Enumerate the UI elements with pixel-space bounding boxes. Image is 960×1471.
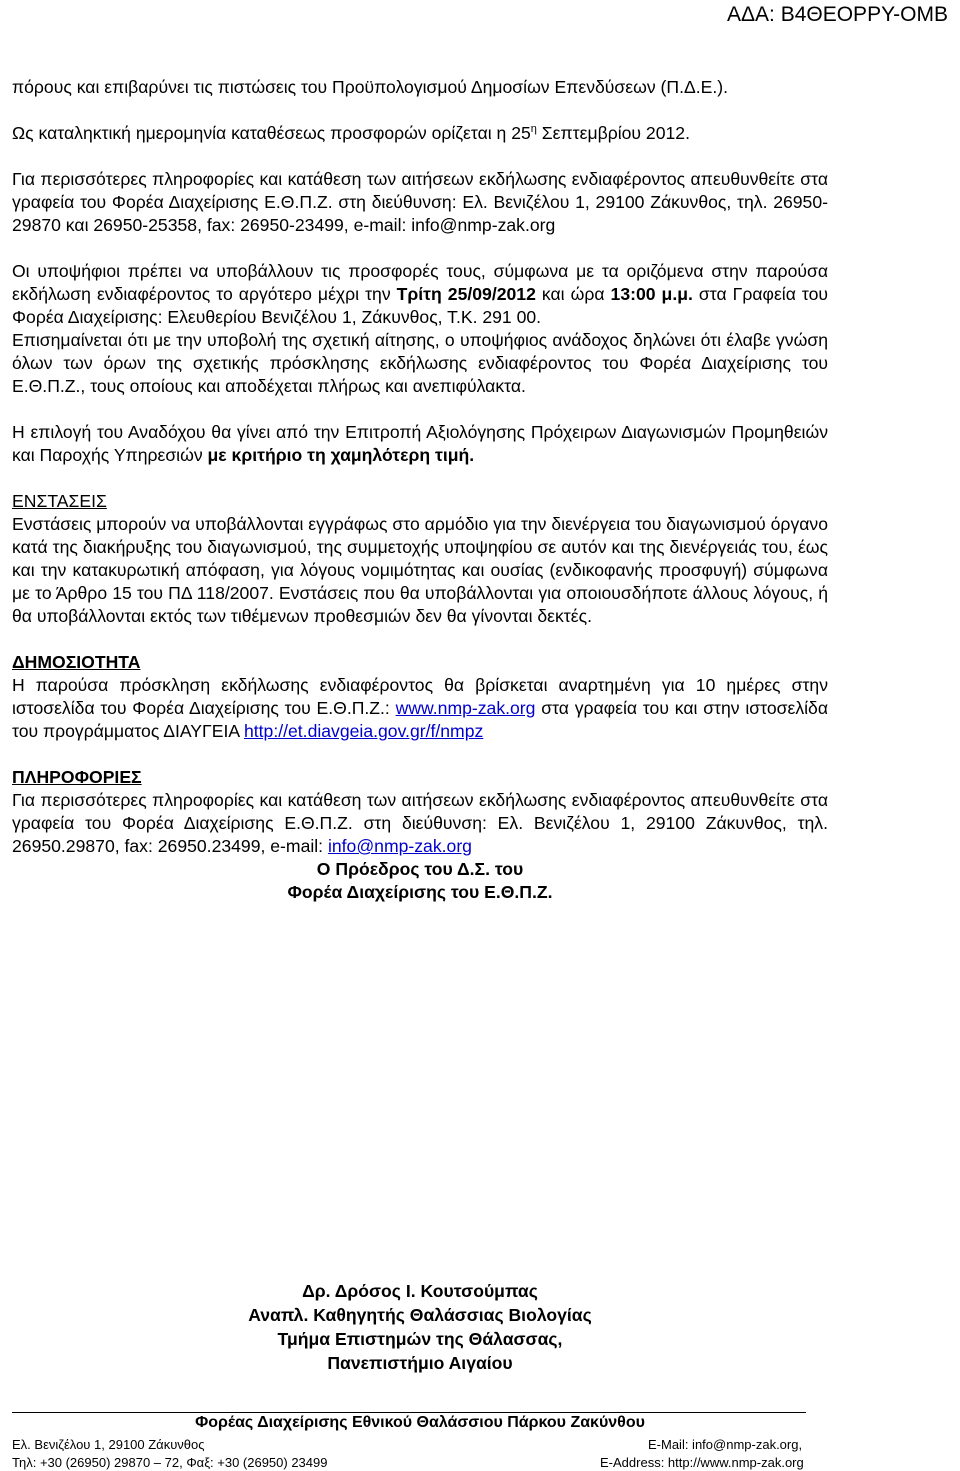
- diavgeia-link[interactable]: http://et.diavgeia.gov.gr/f/nmpz: [244, 721, 484, 741]
- email-link[interactable]: info@nmp-zak.org: [327, 836, 472, 856]
- signature-university: Πανεπιστήμιο Αιγαίου: [327, 1353, 513, 1373]
- deadline-tail: Σεπτεμβρίου 2012.: [536, 123, 690, 143]
- signature-block: [12, 1279, 828, 1375]
- publicity-text-1: Η παρούσα πρόσκληση εκδήλωσης ενδιαφέροντος θα βρίσκεται αναρτημένη για 10 ημέρες στην ιστοσελίδα του Φορέα Διαχείρισης του Ε.Θ.Π.Ζ.:: [12, 675, 828, 718]
- website-link[interactable]: www.nmp-zak.org: [395, 698, 536, 718]
- closing-line-2: Φορέα Διαχείρισης του Ε.Θ.Π.Ζ.: [287, 882, 553, 902]
- signature-name: Δρ. Δρόσος Ι. Κουτσούμπας: [302, 1281, 538, 1301]
- footer-organization: Φορέας Διαχείρισης Εθνικού Θαλάσσιου Πάρκου Ζακύνθου: [195, 1414, 645, 1431]
- signature-title: Αναπλ. Καθηγητής Θαλάσσιας Βιολογίας: [248, 1305, 592, 1325]
- paragraph-deadline: [12, 122, 828, 145]
- deadline-sup: η: [530, 123, 537, 136]
- objections-heading-text: ΕΝΣΤΑΣΕΙΣ: [12, 491, 107, 511]
- publicity-text-2: στα γραφεία του και στην ιστοσελίδα του προγράμματος ΔΙΑΥΓΕΙΑ: [12, 698, 829, 741]
- paragraph-funding: πόρους και επιβαρύνει τις πιστώσεις του Προϋπολογισμού Δημοσίων Επενδύσεων (Π.Δ.Ε.).: [12, 77, 729, 97]
- footer-divider: [12, 1412, 806, 1413]
- selection-criterion: με κριτήριο τη χαμηλότερη τιμή.: [207, 445, 475, 465]
- objections-body: Ενστάσεις μπορούν να υποβάλλονται εγγράφως στο αρμόδιο για την διενέργεια του διαγωνισμού όργανο κατά της διακήρυξης του διαγωνισμού, της συμμετοχής υποψηφίου σε αυτόν και της διενέργειάς του, έως και την κατακυρωτική απόφαση, για λόγους νομιμότητας και ουσίας (ενδικοφανής προσφυγή) σύμφωνα με το Άρθρο 15 του ΠΔ 118/2007. Ενστάσεις που θα υποβάλλονται για οποιουσδήποτε άλλους λόγους, ή θα υποβάλλονται εκτός των τιθέμενων προθεσμιών δεν θα γίνονται δεκτές.: [12, 514, 828, 626]
- paragraph-selection: [12, 421, 828, 467]
- info-text: Για περισσότερες πληροφορίες και κατάθεση των αιτήσεων εκδήλωσης ενδιαφέροντος απευθυνθείτε στα γραφεία του Φορέα Διαχείρισης Ε.Θ.Π.Ζ. στη διεύθυνση: Ελ. Βενιζέλου 1, 29100 Ζάκυνθος, τηλ. 26950.29870, fax: 26950.23499, e-mail:: [12, 790, 828, 856]
- publicity-body: [12, 674, 828, 743]
- closing-line-1: Ο Πρόεδρος του Δ.Σ. του: [316, 859, 524, 879]
- paragraph-declaration: Επισημαίνεται ότι με την υποβολή της σχετική αίτησης, ο υποψήφιος ανάδοχος δηλώνει ότι έλαβε γνώση όλων των όρων της σχετικής πρόσκλησης εκδήλωσης ενδιαφέροντος του Φορέα Διαχείρισης του Ε.Θ.Π.Ζ., τους οποίους και αποδέχεται πλήρως και ανεπιφύλακτα.: [12, 330, 828, 396]
- publicity-heading-text: ΔΗΜΟΣΙΟΤΗΤΑ: [12, 652, 141, 672]
- paragraph-contact: Για περισσότερες πληροφορίες και κατάθεση των αιτήσεων εκδήλωσης ενδιαφέροντος απευθυνθείτε στα γραφεία του Φορέα Διαχείρισης Ε.Θ.Π.Ζ. στη διεύθυνση: Ελ. Βενιζέλου 1, 29100 Ζάκυνθος, τηλ. 26950-29870 και 26950-25358, fax: 26950-23499, e-mail: info@nmp-zak.org: [12, 169, 828, 235]
- info-heading: [12, 766, 828, 789]
- objections-heading: [12, 490, 828, 513]
- footer-address: Ελ. Βενιζέλου 1, 29100 Ζάκυνθος: [12, 1437, 205, 1452]
- info-body: [12, 789, 828, 858]
- footer-email: E-Mail: info@nmp-zak.org,: [648, 1437, 803, 1452]
- footer-phones: Τηλ: +30 (26950) 29870 – 72, Φαξ: +30 (26950) 23499: [12, 1455, 328, 1470]
- submission-text-3: στα Γραφεία του Φορέα Διαχείρισης: Ελευθερίου Βενιζέλου 1, Ζάκυνθος, Τ.Κ. 291 00.: [12, 284, 828, 327]
- info-heading-text: ΠΛΗΡΟΦΟΡΙΕΣ: [12, 767, 142, 787]
- submission-time: 13:00 μ.μ.: [610, 284, 693, 304]
- signature-department: Τμήμα Επιστημών της Θάλασσας,: [277, 1329, 563, 1349]
- submission-date: Τρίτη 25/09/2012: [396, 284, 536, 304]
- deadline-lead: Ως καταληκτική ημερομηνία καταθέσεως προσφορών ορίζεται η 25: [12, 123, 531, 143]
- submission-text-2: και ώρα: [535, 284, 611, 304]
- footer-website: E-Address: http://www.nmp-zak.org: [600, 1455, 804, 1470]
- document-code: ΑΔΑ: Β4ΘΕΟΡΡΥ-ΟΜΒ: [726, 3, 948, 26]
- document-body: [12, 76, 828, 904]
- paragraph-submission: [12, 260, 828, 329]
- publicity-heading: [12, 651, 828, 674]
- submission-text-1: Οι υποψήφιοι πρέπει να υποβάλλουν τις προσφορές τους, σύμφωνα με τα οριζόμενα στην παρούσα εκδήλωση ενδιαφέροντος το αργότερο μέχρι την: [12, 261, 828, 304]
- selection-text: Η επιλογή του Αναδόχου θα γίνει από την Επιτροπή Αξιολόγησης Πρόχειρων Διαγωνισμών Προμηθειών και Παροχής Υπηρεσιών: [12, 422, 828, 465]
